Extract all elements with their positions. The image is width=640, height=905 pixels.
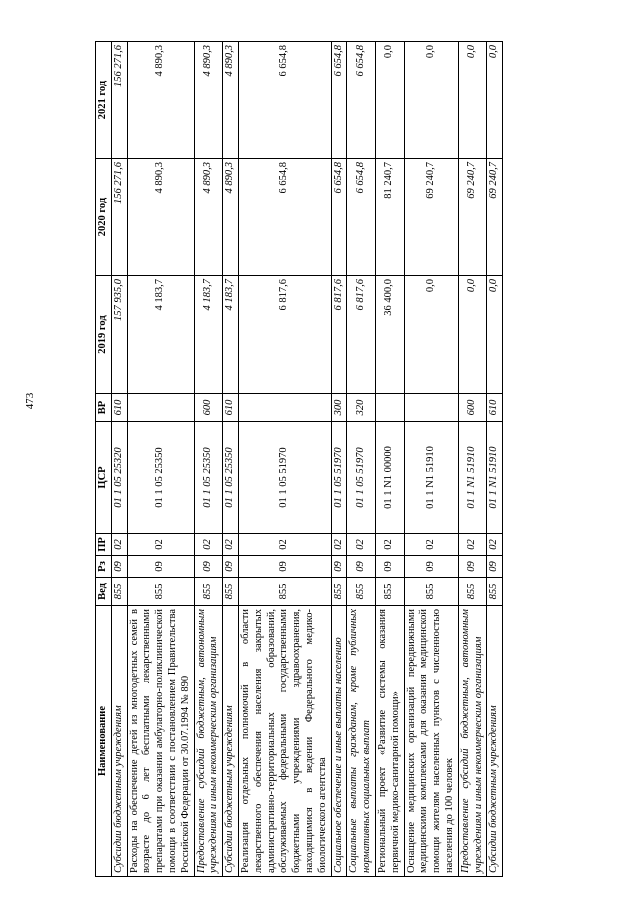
table-row [111, 42, 127, 877]
cell-csr: 01 1 05 25350 [223, 422, 239, 534]
cell-vr: 600 [194, 394, 223, 422]
cell-rz: 09 [347, 556, 376, 578]
cell-csr: 01 1 05 51970 [331, 422, 347, 534]
cell-pr: 02 [331, 534, 347, 556]
cell-name: Предоставление субсидий бюджетным, автономным учреждениям и иным некоммерческим организациям [194, 606, 223, 877]
cell-ved: 855 [458, 578, 487, 606]
header-name: Наименование [96, 606, 112, 877]
cell-rz: 09 [238, 556, 331, 578]
budget-table-container [95, 42, 535, 877]
cell-name: Субсидии бюджетным учреждениям [111, 606, 127, 877]
cell-2019: 6 817,6 [238, 276, 331, 394]
cell-2021: 0,0 [375, 42, 404, 159]
header-2019: 2019 год [96, 276, 112, 394]
table-row [127, 42, 194, 877]
cell-2020: 69 240,7 [404, 159, 458, 276]
cell-2020: 156 271,6 [111, 159, 127, 276]
cell-pr: 02 [194, 534, 223, 556]
header-rz: Рз [96, 556, 112, 578]
cell-csr: 01 1 N1 51910 [404, 422, 458, 534]
cell-name: Субсидии бюджетным учреждениям [223, 606, 239, 877]
header-pr: ПР [96, 534, 112, 556]
cell-name: Социальное обеспечение и иные выплаты населению [331, 606, 347, 877]
cell-vr [375, 394, 404, 422]
cell-pr: 02 [238, 534, 331, 556]
cell-csr: 01 1 05 25350 [127, 422, 194, 534]
cell-2021: 0,0 [487, 42, 503, 159]
table-row [458, 42, 487, 877]
cell-vr: 320 [347, 394, 376, 422]
cell-2019: 4 183,7 [127, 276, 194, 394]
cell-name: Предоставление субсидий бюджетным, автономным учреждениям и иным некоммерческим организациям [458, 606, 487, 877]
header-2020: 2020 год [96, 159, 112, 276]
budget-table [95, 41, 503, 877]
cell-2020: 4 890,3 [127, 159, 194, 276]
cell-rz: 09 [111, 556, 127, 578]
cell-ved: 855 [375, 578, 404, 606]
cell-name: Социальные выплаты гражданам, кроме публичных нормативных социальных выплат [347, 606, 376, 877]
cell-csr: 01 1 05 51970 [238, 422, 331, 534]
cell-2021: 6 654,8 [238, 42, 331, 159]
cell-ved: 855 [238, 578, 331, 606]
cell-ved: 855 [223, 578, 239, 606]
cell-vr: 610 [487, 394, 503, 422]
cell-2020: 6 654,8 [347, 159, 376, 276]
cell-name: Оснащение медицинских организаций передвижными медицинскими комплексами для оказания медицинской помощи жителям населенных пунктов с численностью населения до 100 человек [404, 606, 458, 877]
cell-2020: 81 240,7 [375, 159, 404, 276]
cell-2019: 0,0 [487, 276, 503, 394]
cell-rz: 09 [194, 556, 223, 578]
cell-csr: 01 1 05 25320 [111, 422, 127, 534]
cell-2020: 69 240,7 [487, 159, 503, 276]
cell-2021: 6 654,8 [331, 42, 347, 159]
cell-ved: 855 [487, 578, 503, 606]
cell-vr [238, 394, 331, 422]
cell-vr: 610 [223, 394, 239, 422]
table-row [404, 42, 458, 877]
table-row [347, 42, 376, 877]
table-row [331, 42, 347, 877]
cell-2021: 4 890,3 [194, 42, 223, 159]
cell-2021: 156 271,6 [111, 42, 127, 159]
cell-2021: 4 890,3 [127, 42, 194, 159]
cell-rz: 09 [404, 556, 458, 578]
cell-2020: 69 240,7 [458, 159, 487, 276]
cell-vr [127, 394, 194, 422]
cell-2019: 0,0 [458, 276, 487, 394]
cell-pr: 02 [375, 534, 404, 556]
table-row [487, 42, 503, 877]
cell-vr [404, 394, 458, 422]
cell-2019: 0,0 [404, 276, 458, 394]
cell-vr: 600 [458, 394, 487, 422]
cell-2020: 6 654,8 [238, 159, 331, 276]
cell-csr: 01 1 05 25350 [194, 422, 223, 534]
cell-rz: 09 [458, 556, 487, 578]
cell-2019: 6 817,6 [347, 276, 376, 394]
table-row [223, 42, 239, 877]
cell-rz: 09 [487, 556, 503, 578]
cell-2020: 4 890,3 [223, 159, 239, 276]
cell-rz: 09 [375, 556, 404, 578]
cell-vr: 300 [331, 394, 347, 422]
header-vr: ВР [96, 394, 112, 422]
table-row [194, 42, 223, 877]
cell-2021: 0,0 [458, 42, 487, 159]
cell-csr: 01 1 05 51970 [347, 422, 376, 534]
cell-pr: 02 [223, 534, 239, 556]
cell-pr: 02 [404, 534, 458, 556]
cell-pr: 02 [458, 534, 487, 556]
cell-ved: 855 [127, 578, 194, 606]
cell-pr: 02 [487, 534, 503, 556]
page-number: 473 [24, 392, 36, 410]
cell-name: Реализация отдельных полномочий в области лекарственного обеспечения населения закрытых административно-территориальных образований, обслуживаемых федеральными государственными бюджетными учреждениями здравоохранения, находящимися в ведении Федерального медико-биологического агентства [238, 606, 331, 877]
cell-ved: 855 [111, 578, 127, 606]
cell-2020: 4 890,3 [194, 159, 223, 276]
cell-name: Субсидии бюджетным учреждениям [487, 606, 503, 877]
cell-2019: 36 400,0 [375, 276, 404, 394]
header-ved: Вед [96, 578, 112, 606]
cell-2021: 6 654,8 [347, 42, 376, 159]
cell-ved: 855 [347, 578, 376, 606]
cell-ved: 855 [404, 578, 458, 606]
cell-2019: 157 935,0 [111, 276, 127, 394]
table-row [238, 42, 331, 877]
cell-rz: 09 [127, 556, 194, 578]
table-row [375, 42, 404, 877]
header-2021: 2021 год [96, 42, 112, 159]
cell-csr: 01 1 N1 51910 [487, 422, 503, 534]
cell-ved: 855 [331, 578, 347, 606]
cell-pr: 02 [111, 534, 127, 556]
cell-name: Региональный проект «Развитие системы оказания первичной медико-санитарной помощи» [375, 606, 404, 877]
cell-csr: 01 1 N1 51910 [458, 422, 487, 534]
cell-pr: 02 [347, 534, 376, 556]
table-header-row [96, 42, 112, 877]
cell-2021: 4 890,3 [223, 42, 239, 159]
cell-2019: 6 817,6 [331, 276, 347, 394]
cell-2021: 0,0 [404, 42, 458, 159]
cell-2020: 6 654,8 [331, 159, 347, 276]
cell-name: Расходы на обеспечение детей из многодетных семей в возрасте до 6 лет бесплатными лекарственными препаратами при оказании амбулаторно-поликлинической помощи в соответствии с постановлением Правительства Российской Федерации от 30.07.1994 № 890 [127, 606, 194, 877]
cell-rz: 09 [331, 556, 347, 578]
cell-vr: 610 [111, 394, 127, 422]
header-csr: ЦСР [96, 422, 112, 534]
cell-ved: 855 [194, 578, 223, 606]
cell-csr: 01 1 N1 00000 [375, 422, 404, 534]
cell-2019: 4 183,7 [223, 276, 239, 394]
cell-2019: 4 183,7 [194, 276, 223, 394]
cell-rz: 09 [223, 556, 239, 578]
cell-pr: 02 [127, 534, 194, 556]
